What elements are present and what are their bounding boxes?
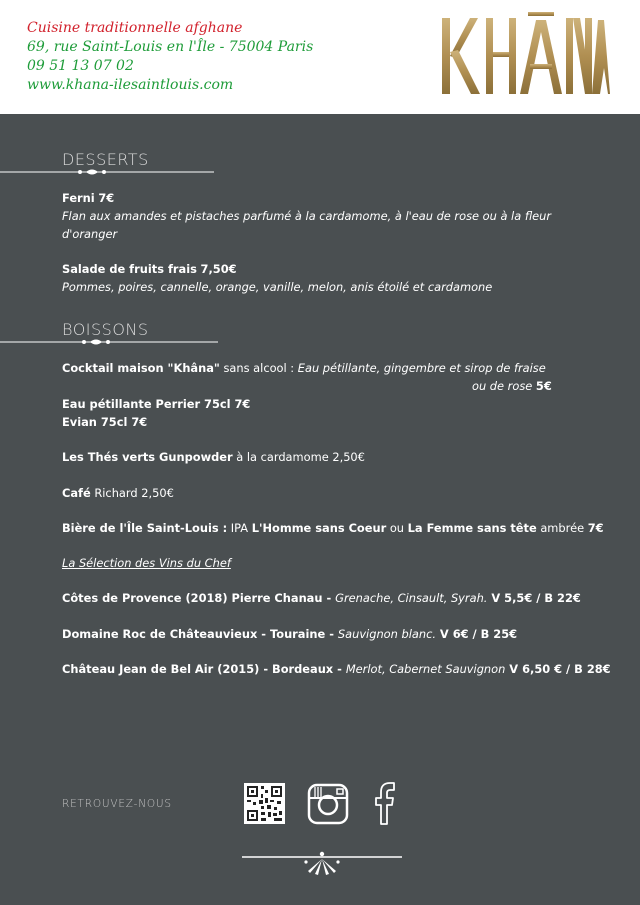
website-link[interactable]: www.khana-ilesaintlouis.com <box>27 77 234 93</box>
menu-body <box>0 114 640 905</box>
beer-type: IPA <box>227 521 252 535</box>
find-us-label: RETROUVEZ-NOUS <box>62 798 172 810</box>
beer-or: ou <box>386 521 408 535</box>
desserts-title: DESSERTS <box>62 150 149 169</box>
wine-item <box>62 589 622 607</box>
section-divider-ornament <box>0 336 220 348</box>
wine-name: Domaine Roc de Châteauvieux - Touraine - <box>62 627 338 641</box>
coffee-detail: Richard 2,50€ <box>90 486 174 500</box>
wine-selection-title <box>62 554 582 572</box>
section-divider-ornament <box>0 166 216 178</box>
wine-price: V 5,5€ / B 22€ <box>487 591 581 605</box>
header <box>0 0 640 114</box>
dessert-price: 7,50€ <box>200 262 237 276</box>
wine-grapes: Grenache, Cinsault, Syrah. <box>335 591 488 605</box>
water-items <box>62 395 582 431</box>
beer-ambree: ambrée <box>536 521 588 535</box>
facebook-icon[interactable] <box>372 781 396 825</box>
coffee-item <box>62 484 582 502</box>
wine-price: V 6€ / B 25€ <box>435 627 518 641</box>
dessert-price: 7€ <box>98 191 115 205</box>
cocktail-description: Eau pétillante, gingembre et sirop de fraise <box>297 361 546 375</box>
wine-name: Château Jean de Bel Air (2015) - Bordeaux - <box>62 662 346 676</box>
bottom-ornament <box>240 850 404 876</box>
wine-item <box>62 625 622 643</box>
beer-homme: L'Homme sans Coeur <box>251 521 387 535</box>
wine-grapes: Merlot, Cabernet Sauvignon <box>345 662 506 676</box>
cocktail-item <box>62 359 582 395</box>
beer-price: 7€ <box>587 521 604 535</box>
cocktail-price: 5€ <box>535 379 552 393</box>
coffee-name: Café <box>62 486 91 500</box>
tea-name: Les Thés verts Gunpowder <box>62 450 233 464</box>
boissons-title: BOISSONS <box>62 320 149 339</box>
dessert-item <box>62 189 582 243</box>
cocktail-name: Cocktail maison "Khâna" <box>62 361 220 375</box>
dessert-name: Salade de fruits frais <box>62 262 197 276</box>
dessert-description: Pommes, poires, cannelle, orange, vanille, melon, anis étoilé et cardamone <box>62 280 493 294</box>
wine-selection-heading: La Sélection des Vins du Chef <box>62 556 231 570</box>
cocktail-description-cont: ou de rose <box>472 379 533 393</box>
cocktail-qualifier: sans alcool : <box>219 361 298 375</box>
street-address: 69, rue Saint-Louis en l'Île - 75004 Paris <box>27 39 314 55</box>
instagram-icon[interactable] <box>307 783 349 825</box>
tea-detail: à la cardamome 2,50€ <box>232 450 365 464</box>
wine-price: V 6,50 € / B 28€ <box>505 662 611 676</box>
qr-code-icon[interactable] <box>244 783 285 824</box>
address-block <box>27 19 313 95</box>
tagline: Cuisine traditionnelle afghane <box>27 20 243 36</box>
phone-number: 09 51 13 07 02 <box>27 58 134 74</box>
wine-item <box>62 660 632 678</box>
beer-femme: La Femme sans tête <box>407 521 537 535</box>
water-perrier: Eau pétillante Perrier 75cl 7€ <box>62 397 251 411</box>
beer-item <box>62 519 622 537</box>
dessert-item <box>62 260 582 296</box>
khana-logo <box>440 12 610 98</box>
dessert-name: Ferni <box>62 191 95 205</box>
tea-item <box>62 448 582 466</box>
wine-name: Côtes de Provence (2018) Pierre Chanau - <box>62 591 336 605</box>
dessert-description: Flan aux amandes et pistaches parfumé à la cardamome, à l'eau de rose ou à la fleur d'oranger <box>62 209 552 241</box>
water-evian: Evian 75cl 7€ <box>62 415 148 429</box>
beer-name: Bière de l'Île Saint-Louis : <box>62 521 228 535</box>
wine-grapes: Sauvignon blanc. <box>337 627 436 641</box>
